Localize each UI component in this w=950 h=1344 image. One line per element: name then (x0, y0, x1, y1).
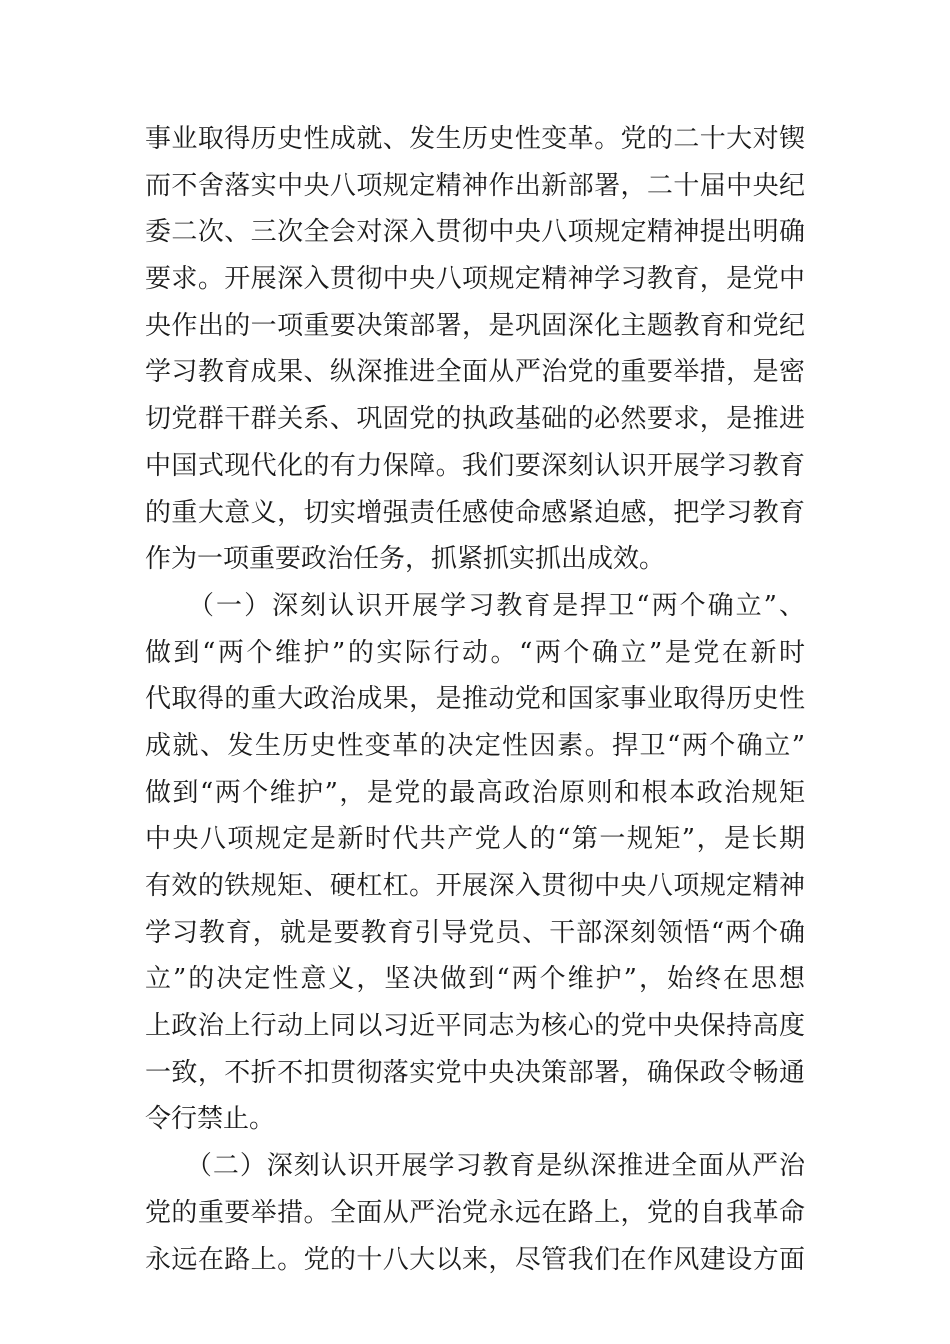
text-line: （一）深刻认识开展学习教育是捍卫“两个确立”、 (145, 590, 805, 621)
text-line: 一致，不折不扣贯彻落实党中央决策部署，确保政令畅通 (145, 1057, 805, 1088)
text-line: 学习教育，就是要教育引导党员、干部深刻领悟“两个确 (145, 917, 805, 948)
text-line: 做到“两个维护”的实际行动。“两个确立”是党在新时 (145, 637, 805, 668)
text-line: 成就、发生历史性变革的决定性因素。捍卫“两个确立” (145, 730, 805, 761)
document-body (145, 116, 805, 1283)
text-line: 令行禁止。 (145, 1104, 276, 1135)
text-line: 做到“两个维护”，是党的最高政治原则和根本政治规矩 (145, 777, 805, 808)
paragraph-1 (145, 116, 805, 583)
text-line: 中央八项规定是新时代共产党人的“第一规矩”，是长期 (145, 824, 805, 855)
text-line: 党的重要举措。全面从严治党永远在路上，党的自我革命 (145, 1197, 805, 1228)
text-line: 的重大意义，切实增强责任感使命感紧迫感，把学习教育 (145, 497, 805, 528)
text-line: 立”的决定性意义，坚决做到“两个维护”，始终在思想 (145, 964, 805, 995)
text-line: 切党群干群关系、巩固党的执政基础的必然要求，是推进 (145, 404, 805, 435)
text-line: 中国式现代化的有力保障。我们要深刻认识开展学习教育 (145, 450, 805, 481)
text-line: 学习教育成果、纵深推进全面从严治党的重要举措，是密 (145, 357, 805, 388)
text-line: 事业取得历史性成就、发生历史性变革。党的二十大对锲 (145, 124, 805, 154)
text-line: 委二次、三次全会对深入贯彻中央八项规定精神提出明确 (145, 217, 805, 248)
text-line: 作为一项重要政治任务，抓紧抓实抓出成效。 (145, 544, 666, 575)
paragraph-3 (145, 1143, 805, 1283)
paragraph-2 (145, 583, 805, 1143)
text-line: 代取得的重大政治成果，是推动党和国家事业取得历史性 (145, 684, 805, 715)
text-line: 央作出的一项重要决策部署，是巩固深化主题教育和党纪 (145, 310, 805, 341)
text-line: 永远在路上。党的十八大以来，尽管我们在作风建设方面 (145, 1244, 805, 1275)
text-line: 要求。开展深入贯彻中央八项规定精神学习教育，是党中 (145, 264, 805, 295)
text-line: 上政治上行动上同以习近平同志为核心的党中央保持高度 (145, 1011, 805, 1042)
text-line: （二）深刻认识开展学习教育是纵深推进全面从严治 (145, 1151, 805, 1182)
text-line: 而不舍落实中央八项规定精神作出新部署，二十届中央纪 (145, 170, 805, 201)
text-line: 有效的铁规矩、硬杠杠。开展深入贯彻中央八项规定精神 (145, 871, 805, 901)
